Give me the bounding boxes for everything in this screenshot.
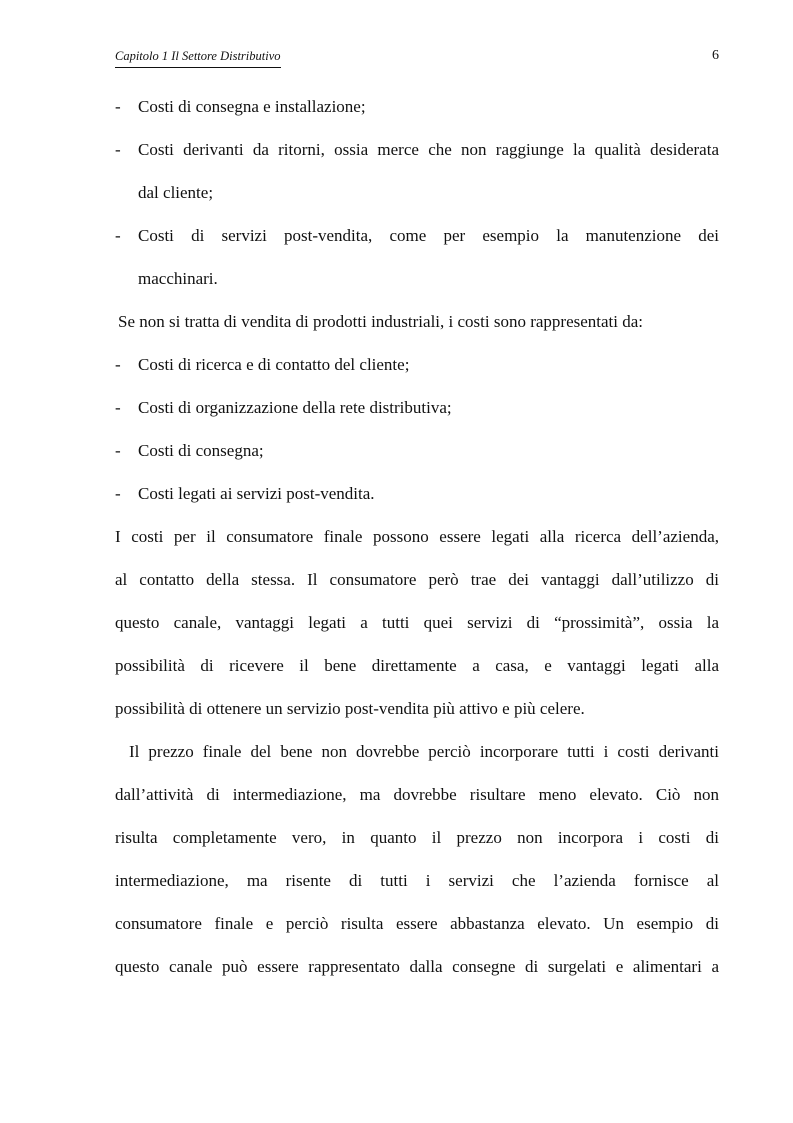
paragraph-line: al contatto della stessa. Il consumatore però trae dei vantaggi dall’utilizzo di xyxy=(115,570,719,589)
list-item-text: Costi di servizi post-vendita, come per esempio la manutenzione dei xyxy=(138,226,719,245)
paragraph-line: possibilità di ricevere il bene direttamente a casa, e vantaggi legati alla xyxy=(115,656,719,675)
paragraph-line: dall’attività di intermediazione, ma dovrebbe risultare meno elevato. Ciò non xyxy=(115,785,719,804)
list-item xyxy=(115,128,719,171)
list-item-text: Costi di consegna; xyxy=(138,441,264,460)
chapter-title: Capitolo 1 Il Settore Distributivo xyxy=(115,49,281,68)
list-item-continuation: macchinari. xyxy=(138,269,218,288)
paragraph-line: questo canale può essere rappresentato dalla consegne di surgelati e alimentari a xyxy=(115,957,719,976)
list-item xyxy=(115,214,719,257)
bullet-dash: - xyxy=(115,484,121,503)
list-item xyxy=(115,429,719,472)
list-item-text: Costi di consegna e installazione; xyxy=(138,97,366,116)
list-item xyxy=(115,85,719,128)
bullet-dash: - xyxy=(115,398,121,417)
list-item xyxy=(115,472,719,515)
list-item-text: Costi legati ai servizi post-vendita. xyxy=(138,484,375,503)
intro-sentence: Se non si tratta di vendita di prodotti industriali, i costi sono rappresentati da: xyxy=(118,312,644,331)
paragraph xyxy=(115,515,719,730)
list-item xyxy=(115,386,719,429)
paragraph-line: questo canale, vantaggi legati a tutti quei servizi di “prossimità”, ossia la xyxy=(115,613,719,632)
bullet-dash: - xyxy=(115,140,121,159)
bullet-dash: - xyxy=(115,226,121,245)
bullet-dash: - xyxy=(115,355,121,374)
list-item-continuation: dal cliente; xyxy=(138,183,214,202)
list-item-text: Costi di organizzazione della rete distributiva; xyxy=(138,398,452,417)
paragraph xyxy=(115,730,719,988)
paragraph-line: Il prezzo finale del bene non dovrebbe perciò incorporare tutti i costi derivanti xyxy=(129,742,719,761)
bullet-dash: - xyxy=(115,441,121,460)
paragraph-line: I costi per il consumatore finale possono essere legati alla ricerca dell’azienda, xyxy=(115,527,719,546)
document-body xyxy=(115,85,719,988)
paragraph-line: intermediazione, ma risente di tutti i servizi che l’azienda fornisce al xyxy=(115,871,719,890)
paragraph-line: possibilità di ottenere un servizio post-vendita più attivo e più celere. xyxy=(115,699,585,718)
page-number: 6 xyxy=(712,48,719,63)
list-item-text: Costi di ricerca e di contatto del cliente; xyxy=(138,355,410,374)
page-header xyxy=(115,47,719,69)
list-item xyxy=(115,343,719,386)
paragraph-line: consumatore finale e perciò risulta essere abbastanza elevato. Un esempio di xyxy=(115,914,719,933)
paragraph-line: risulta completamente vero, in quanto il prezzo non incorpora i costi di xyxy=(115,828,719,847)
bullet-dash: - xyxy=(115,97,121,116)
list-item-text: Costi derivanti da ritorni, ossia merce che non raggiunge la qualità desiderata xyxy=(138,140,719,159)
